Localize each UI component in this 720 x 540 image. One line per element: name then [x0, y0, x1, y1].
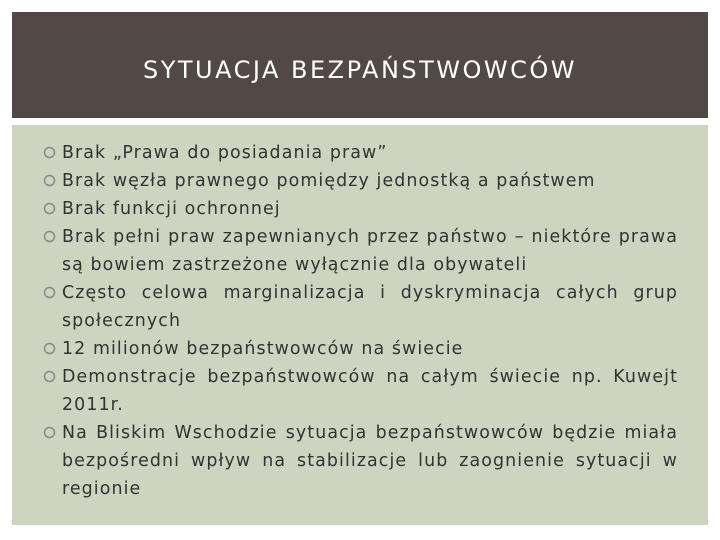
- bullet-item: [42, 363, 678, 419]
- bullet-text: Demonstracje bezpaństwowców na całym świecie np. Kuwejt 2011r.: [62, 367, 678, 415]
- bullet-list: [42, 139, 678, 503]
- bullet-text: 12 milionów bezpaństwowców na świecie: [62, 339, 464, 359]
- hollow-circle-bullet-icon: [43, 342, 56, 355]
- bullet-item: [42, 335, 678, 363]
- bullet-item: [42, 419, 678, 503]
- bullet-item: [42, 279, 678, 335]
- hollow-circle-bullet-icon: [43, 230, 56, 243]
- bullet-text: Brak węzła prawnego pomiędzy jednostką a państwem: [62, 171, 596, 191]
- bullet-text: Brak pełni praw zapewnianych przez państwo – niektóre prawa są bowiem zastrzeżone wyłącznie dla obywateli: [62, 227, 678, 275]
- bullet-item: [42, 223, 678, 279]
- hollow-circle-bullet-icon: [43, 370, 56, 383]
- bullet-item: [42, 139, 678, 167]
- bullet-text: Na Bliskim Wschodzie sytuacja bezpaństwowców będzie miała bezpośredni wpływ na stabilizacje lub zaognienie sytuacji w regionie: [62, 423, 678, 499]
- hollow-circle-bullet-icon: [43, 202, 56, 215]
- hollow-circle-bullet-icon: [43, 286, 56, 299]
- bullet-text: Brak funkcji ochronnej: [62, 199, 281, 219]
- bullet-item: [42, 195, 678, 223]
- hollow-circle-bullet-icon: [43, 146, 56, 159]
- hollow-circle-bullet-icon: [43, 174, 56, 187]
- bullet-item: [42, 167, 678, 195]
- hollow-circle-bullet-icon: [43, 426, 56, 439]
- bullet-text: Często celowa marginalizacja i dyskryminacja całych grup społecznych: [62, 283, 678, 331]
- slide-title: SYTUACJA BEZPAŃSTWOWCÓW: [142, 56, 578, 84]
- bullet-text: Brak „Prawa do posiadania praw”: [62, 143, 388, 163]
